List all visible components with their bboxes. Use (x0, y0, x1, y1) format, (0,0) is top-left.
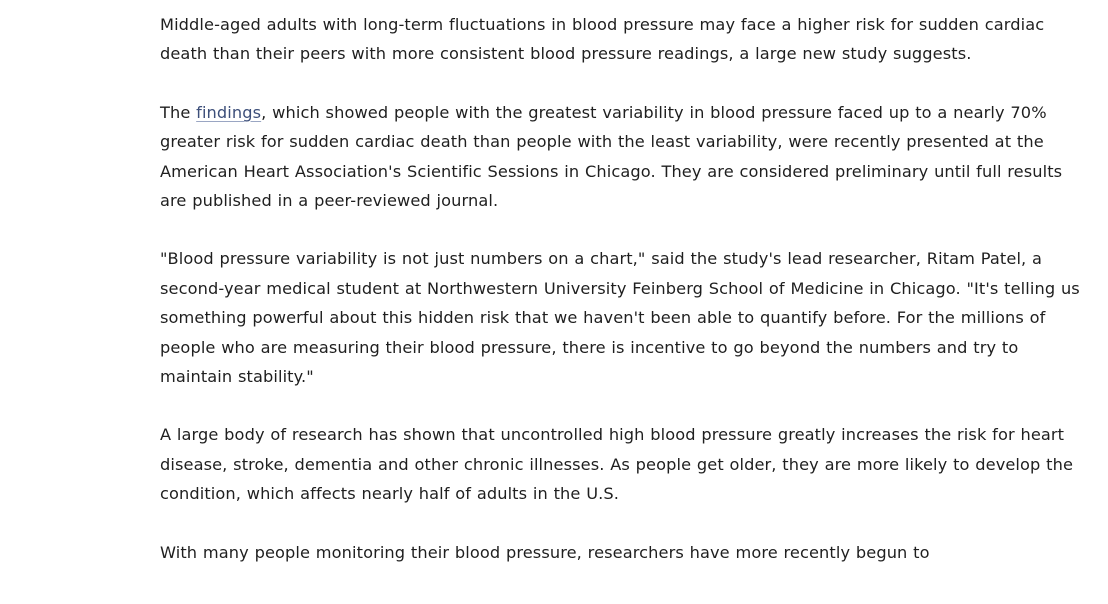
paragraph-intro: Middle-aged adults with long-term fluctuations in blood pressure may face a higher risk for sudden cardiac death than their peers with more consistent blood pressure readings, a large new study suggests. (160, 15, 1045, 64)
article-body (160, 10, 1080, 596)
paragraph-findings-rest: , which showed people with the greatest variability in blood pressure faced up to a nearly 70% greater risk for sudden cardiac death than people with the least variability, were recently presented at the American Heart Association's Scientific Sessions in Chicago. They are considered preliminary until full results are published in a peer-reviewed journal. (160, 102, 1063, 211)
paragraph-findings (160, 98, 1080, 216)
paragraph-quote: "Blood pressure variability is not just numbers on a chart," said the study's lead researcher, Ritam Patel, a second-year medical student at Northwestern University Feinberg School of Medicine in Chicago. "It's telling us something powerful about this hidden risk that we haven't been able to quantify before. For the millions of people who are measuring their blood pressure, there is incentive to go beyond the numbers and try to maintain stability." (160, 249, 1080, 387)
findings-link[interactable]: findings (196, 102, 262, 122)
paragraph-research: A large body of research has shown that uncontrolled high blood pressure greatly increases the risk for heart disease, stroke, dementia and other chronic illnesses. As people get older, they are more likely to develop the condition, which affects nearly half of adults in the U.S. (160, 425, 1074, 504)
paragraph-monitoring: With many people monitoring their blood pressure, researchers have more recently begun to (160, 542, 930, 562)
paragraph-findings-lead: The (160, 102, 197, 122)
